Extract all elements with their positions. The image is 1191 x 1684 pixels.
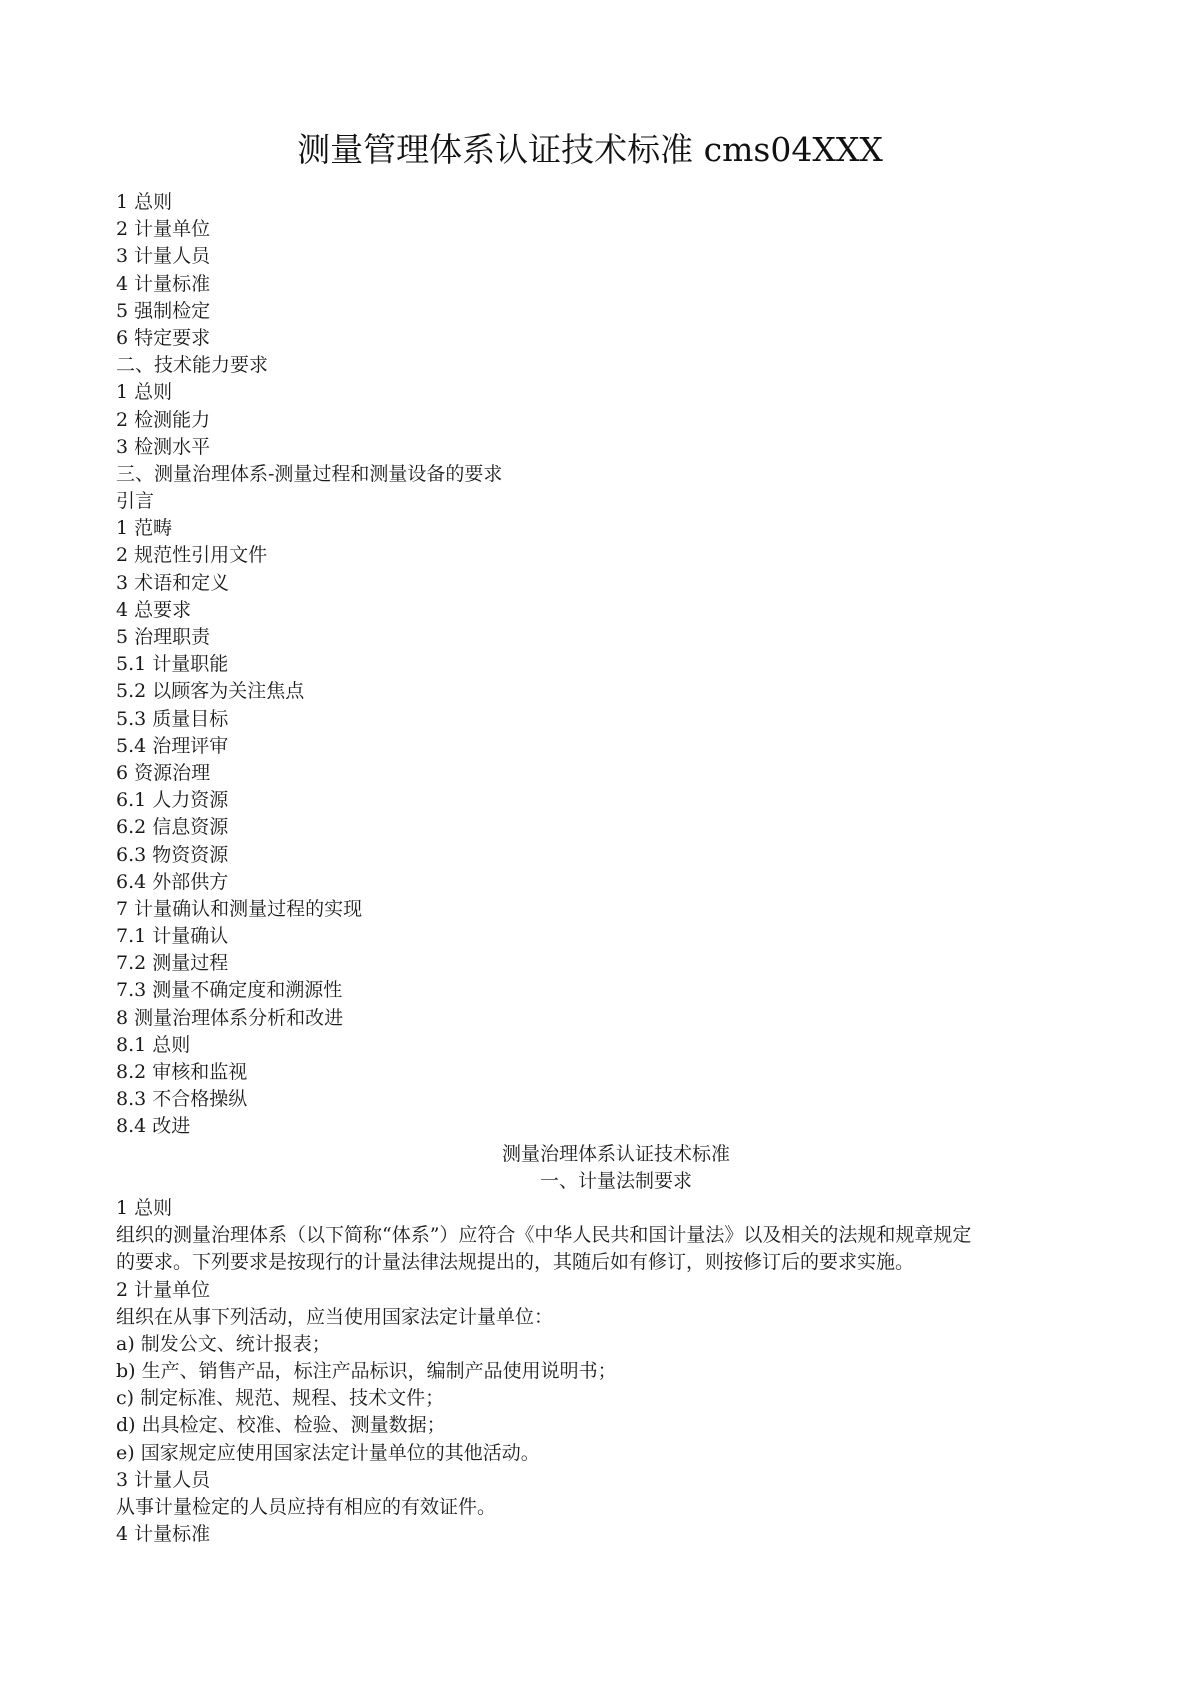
list-item: b) 生产、销售产品，标注产品标识，编制产品使用说明书； [116, 1360, 617, 1383]
toc-item: 2 检测能力 [116, 408, 211, 431]
toc-item: 2 计量单位 [116, 218, 211, 241]
toc-item: 8.2 审核和监视 [116, 1061, 248, 1083]
document-content [116, 189, 1096, 1548]
paragraph-line: 组织在从事下列活动，应当使用国家法定计量单位： [116, 1305, 554, 1328]
toc-item: 6.4 外部供方 [116, 870, 229, 893]
toc-item: 6.3 物资资源 [116, 843, 229, 866]
toc-item: 5.1 计量职能 [116, 653, 229, 676]
toc-item: 4 总要求 [116, 598, 192, 621]
toc-item: 引言 [116, 490, 155, 513]
toc-item: 3 检测水平 [116, 435, 211, 458]
toc-item: 6.2 信息资源 [116, 816, 229, 839]
toc-item: 8 测量治理体系分析和改进 [116, 1006, 344, 1029]
toc-item: 7.2 测量过程 [116, 952, 229, 975]
toc-item: 5.3 质量目标 [116, 707, 229, 730]
toc-item: 1 范畴 [116, 517, 173, 540]
toc-item: 2 规范性引用文件 [116, 544, 268, 567]
toc-section-heading: 三、测量治理体系-测量过程和测量设备的要求 [116, 462, 503, 485]
toc-item: 8.1 总则 [116, 1033, 191, 1056]
list-item: d) 出具检定、校准、检验、测量数据； [116, 1414, 446, 1437]
toc-item: 5 强制检定 [116, 299, 211, 322]
toc-item: 7.1 计量确认 [116, 925, 229, 948]
toc-item: 1 总则 [116, 191, 173, 213]
body-section [116, 1141, 1096, 1549]
paragraph-line: 的要求。下列要求是按现行的计量法律法规提出的，其随后如有修订，则按修订后的要求实施。 [116, 1251, 915, 1274]
paragraph-line: 组织的测量治理体系（以下简称“体系”）应符合《中华人民共和国计量法》以及相关的法规和规章规定 [116, 1224, 972, 1247]
body-subheading: 一、计量法制要求 [539, 1169, 692, 1192]
section-title: 1 总则 [116, 1196, 173, 1219]
toc-item: 6 资源治理 [116, 761, 211, 784]
toc-item: 5.2 以顾客为关注焦点 [116, 680, 305, 703]
toc-item: 5.4 治理评审 [116, 734, 229, 757]
toc-item: 4 计量标准 [116, 272, 211, 295]
list-item: a) 制发公文、统计报表； [116, 1332, 331, 1355]
toc-item: 8.4 改进 [116, 1115, 191, 1138]
toc-item: 6.1 人力资源 [116, 789, 229, 812]
paragraph-line: 从事计量检定的人员应持有相应的有效证件。 [116, 1496, 497, 1518]
toc-item: 8.3 不合格操纵 [116, 1088, 248, 1111]
toc-item: 3 计量人员 [116, 245, 211, 268]
list-item: c) 制定标准、规范、规程、技术文件； [116, 1387, 445, 1410]
section-title: 3 计量人员 [116, 1468, 211, 1491]
toc-item: 7 计量确认和测量过程的实现 [116, 897, 363, 920]
body-heading: 测量治理体系认证技术标准 [501, 1142, 730, 1165]
section-title: 4 计量标准 [116, 1523, 211, 1546]
toc-item: 6 特定要求 [116, 326, 211, 349]
toc-item: 7.3 测量不确定度和溯源性 [116, 979, 343, 1002]
section-title: 2 计量单位 [116, 1278, 211, 1301]
toc-item: 5 治理职责 [116, 626, 211, 648]
toc-section-heading: 二、技术能力要求 [116, 354, 269, 377]
list-item: e) 国家规定应使用国家法定计量单位的其他活动。 [116, 1441, 540, 1464]
toc-item: 1 总则 [116, 381, 173, 404]
table-of-contents [116, 189, 1096, 1141]
toc-item: 3 术语和定义 [116, 571, 230, 594]
document-title: 测量管理体系认证技术标准 cms04XXX [297, 130, 883, 169]
